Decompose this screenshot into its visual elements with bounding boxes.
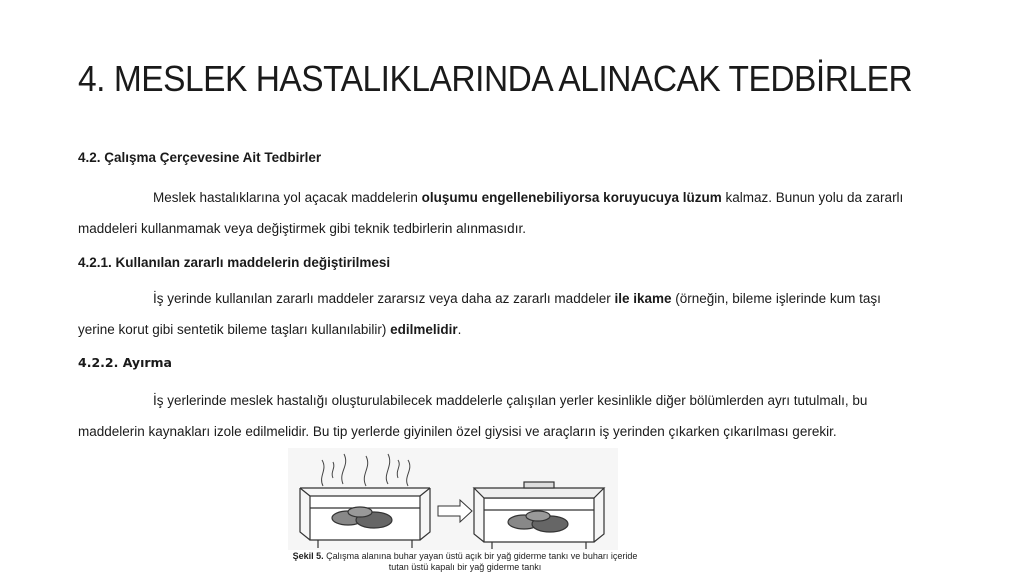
text-span: İş yerlerinde meslek hastalığı oluşturulabilecek maddelerle çalışılan yerler kesinlikle diğer bölümlerden ayrı tutulmalı, bu: [153, 393, 868, 408]
text-span: İş yerinde kullanılan zararlı maddeler zararsız veya daha az zararlı maddeler: [153, 291, 615, 306]
paragraph-line: [78, 283, 958, 314]
page-title: 4. MESLEK HASTALIKLARINDA ALINACAK TEDBİRLER: [78, 58, 913, 99]
paragraph-line: maddelerin kaynakları izole edilmelidir. Bu tip yerlerde giyinilen özel giysisi ve araçların iş yerinden çıkarken çıkarılması gerekir.: [78, 424, 837, 439]
bold-span: edilmelidir: [390, 322, 458, 337]
caption-line: tutan üstü kapalı bir yağ giderme tankı: [388, 562, 542, 572]
paragraph-line: [78, 314, 958, 345]
bold-span: oluşumu engellenebiliyorsa koruyucuya lüzum: [421, 190, 722, 205]
bold-span: ile ikame: [614, 291, 672, 306]
open-top-tank: [300, 488, 430, 548]
closed-top-tank: [474, 482, 604, 549]
text-span: (örneğin, bileme işlerinde kum taşı: [671, 291, 881, 306]
paragraph-4-2: [78, 182, 958, 244]
text-span: .: [457, 322, 462, 337]
text-span: yerine korut gibi sentetik bileme taşları kullanılabilir): [78, 322, 391, 337]
text-span: Meslek hastalıklarına yol açacak maddelerin: [153, 190, 422, 205]
section-heading-4-2-2: 4.2.2. Ayırma: [78, 355, 172, 370]
section-heading-4-2-1: 4.2.1. Kullanılan zararlı maddelerin değiştirilmesi: [78, 255, 391, 270]
paragraph-4-2-1: [78, 283, 958, 345]
degreasing-tank-illustration: [288, 448, 618, 550]
caption-text: Çalışma alanına buhar yayan üstü açık bir yağ giderme tankı ve buharı içeride: [323, 551, 638, 561]
caption-label: Şekil 5.: [292, 551, 324, 561]
figure-caption: [250, 551, 680, 573]
paragraph-line: maddeleri kullanmamak veya değiştirmek gibi teknik tedbirlerin alınmasıdır.: [78, 221, 526, 236]
paragraph-line: [78, 385, 958, 416]
section-heading-4-2: 4.2. Çalışma Çerçevesine Ait Tedbirler: [78, 150, 322, 165]
paragraph-4-2-2: [78, 385, 958, 447]
paragraph-line: [78, 182, 958, 213]
caption-line: [250, 551, 680, 562]
text-span: kalmaz. Bunun yolu da zararlı: [721, 190, 904, 205]
